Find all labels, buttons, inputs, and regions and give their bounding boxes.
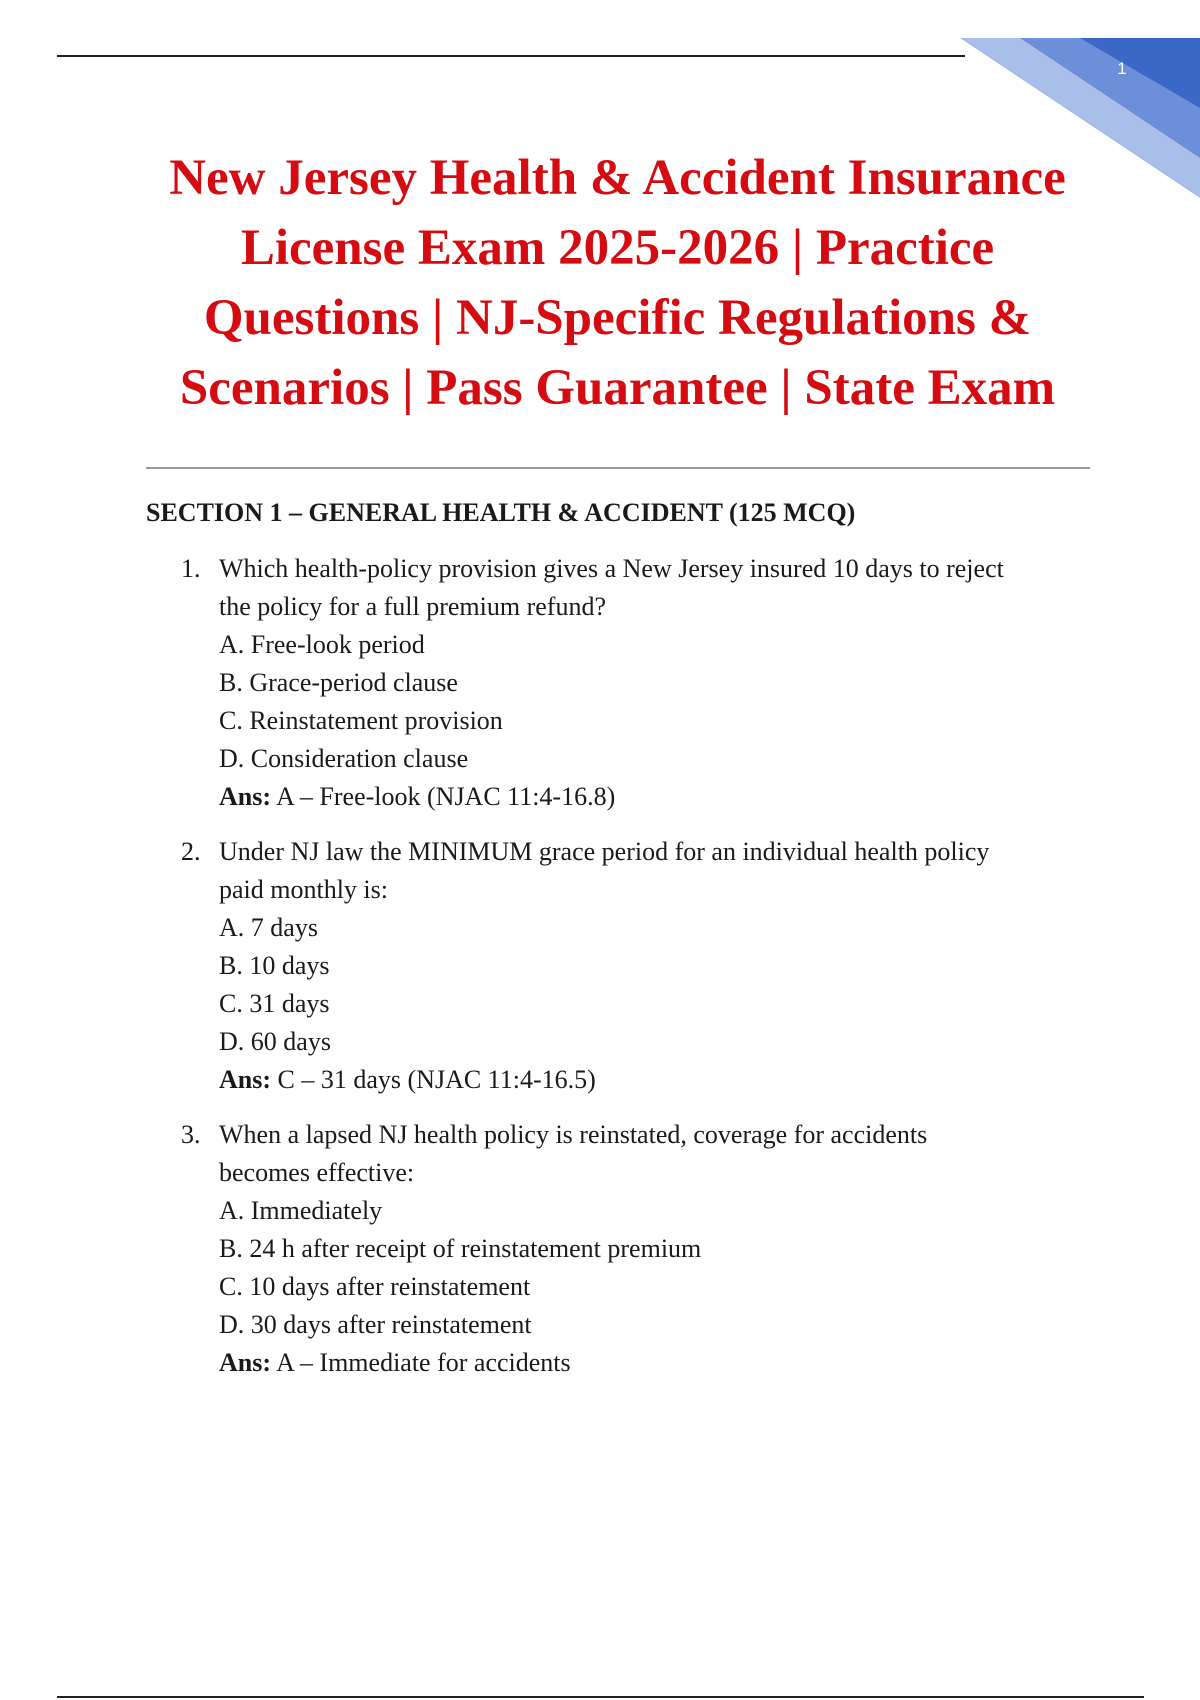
title-line: Questions | NJ-Specific Regulations & — [203, 290, 1032, 346]
answer-label: Ans: — [219, 1065, 272, 1094]
footer-rule — [57, 1696, 1144, 1698]
answer-option: B. 24 h after receipt of reinstatement premium — [219, 1234, 702, 1263]
title-line: New Jersey Health & Accident Insurance — [169, 150, 1066, 206]
question-stem: paid monthly is: — [219, 875, 388, 904]
answer-option: C. 10 days after reinstatement — [219, 1272, 531, 1301]
answer-option: B. Grace-period clause — [219, 668, 458, 697]
answer-key — [219, 778, 1106, 816]
section-heading: SECTION 1 – GENERAL HEALTH & ACCIDENT (125 MCQ) — [146, 498, 856, 527]
answer-text: A – Immediate for accidents — [271, 1348, 571, 1377]
answer-text: A – Free-look (NJAC 11:4-16.8) — [271, 782, 616, 811]
answer-key — [219, 1061, 1106, 1099]
answer-option: D. Consideration clause — [219, 744, 469, 773]
title-line: License Exam 2025-2026 | Practice — [240, 220, 995, 276]
answer-option: A. Free-look period — [219, 630, 425, 659]
question-item — [146, 1116, 1106, 1382]
question-stem: Under NJ law the MINIMUM grace period for an individual health policy — [219, 837, 990, 866]
document-title — [100, 143, 1135, 423]
answer-option: C. 31 days — [219, 989, 330, 1018]
question-item — [146, 550, 1106, 816]
title-line: Scenarios | Pass Guarantee | State Exam — [179, 360, 1056, 416]
question-number: 3. — [181, 1120, 201, 1149]
answer-option: C. Reinstatement provision — [219, 706, 503, 735]
answer-label: Ans: — [219, 782, 272, 811]
answer-key — [219, 1344, 1106, 1382]
question-stem: When a lapsed NJ health policy is reinstated, coverage for accidents — [219, 1120, 928, 1149]
question-stem: becomes effective: — [219, 1158, 415, 1187]
question-number: 1. — [181, 554, 201, 583]
answer-option: B. 10 days — [219, 951, 330, 980]
question-stem: the policy for a full premium refund? — [219, 592, 606, 621]
header-rule — [57, 55, 965, 57]
answer-option: A. 7 days — [219, 913, 318, 942]
answer-option: D. 60 days — [219, 1027, 331, 1056]
answer-text: C – 31 days (NJAC 11:4-16.5) — [271, 1065, 596, 1094]
title-divider — [146, 467, 1090, 469]
question-list — [146, 550, 1106, 1399]
answer-option: A. Immediately — [219, 1196, 383, 1225]
question-number: 2. — [181, 837, 201, 866]
page-number: 1 — [1117, 59, 1127, 78]
answer-label: Ans: — [219, 1348, 272, 1377]
question-item — [146, 833, 1106, 1099]
answer-option: D. 30 days after reinstatement — [219, 1310, 532, 1339]
question-stem: Which health-policy provision gives a New Jersey insured 10 days to reject — [219, 554, 1004, 583]
